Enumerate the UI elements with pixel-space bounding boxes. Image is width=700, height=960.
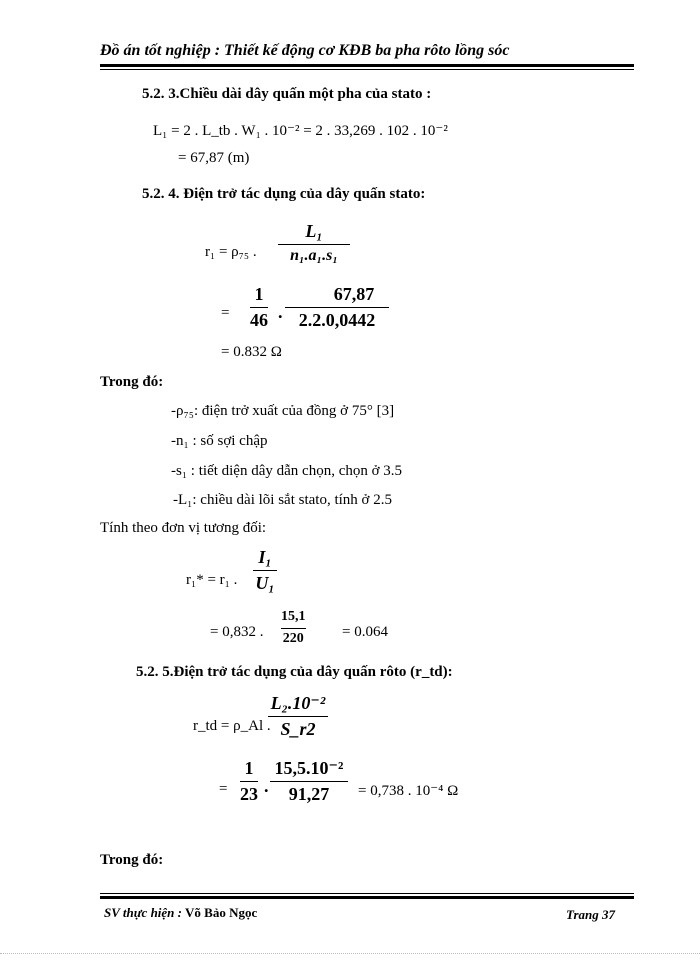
fraction-denominator: 91,27 bbox=[288, 783, 330, 804]
fraction-bar bbox=[250, 307, 268, 308]
relative-units-title: Tính theo đơn vị tương đối: bbox=[100, 520, 267, 536]
section-heading-5-2-4: 5.2. 4. Điện trở tác dụng của dây quấn stato: bbox=[142, 186, 426, 202]
fraction-denominator: 220 bbox=[282, 630, 304, 646]
fraction-bar bbox=[240, 781, 258, 782]
where-item: -L₁: chiều dài lõi sắt stato, tính ở 2.5 bbox=[173, 492, 392, 508]
rotor-resistance-result: = 0,738 . 10⁻⁴ Ω bbox=[358, 783, 459, 799]
fraction-numerator: L₁ bbox=[305, 221, 323, 241]
fraction-bar bbox=[285, 307, 389, 308]
author-label: SV thực hiện : bbox=[104, 905, 182, 920]
where-item: -ρ₇₅: điện trở xuất của đồng ở 75° [3] bbox=[171, 403, 395, 419]
header-rule-thin bbox=[100, 69, 634, 70]
fraction-bar bbox=[281, 628, 306, 629]
page-edge-divider bbox=[0, 953, 700, 954]
multiply-dot: . bbox=[264, 776, 269, 796]
fraction-length-over-section bbox=[278, 222, 350, 265]
equation-length: L₁ = 2 . L_tb . W₁ . 10⁻² = 2 . 33,269 . 102 . 10⁻² bbox=[153, 123, 448, 139]
footer-rule bbox=[100, 896, 634, 899]
fraction-numerator: 15,1 bbox=[281, 609, 306, 624]
equation-rotor-lhs: r_td = ρ_Al . bbox=[193, 718, 271, 734]
equation-relative-rhs: = 0,832 . bbox=[210, 624, 264, 640]
fraction-numerator: L₂.10⁻² bbox=[270, 693, 326, 713]
resistance-result: = 0.832 Ω bbox=[221, 344, 282, 360]
fraction-denominator: S_r2 bbox=[280, 718, 316, 739]
page-header-title: Đồ án tốt nghiệp : Thiết kế động cơ KĐB ba pha rôto lồng sóc bbox=[100, 42, 510, 59]
fraction-numerator: 1 bbox=[254, 284, 264, 304]
fraction-numerator: 15,5.10⁻² bbox=[274, 758, 344, 778]
page-number: Trang 37 bbox=[566, 907, 615, 922]
multiply-dot: . bbox=[278, 302, 283, 322]
section-heading-5-2-5: 5.2. 5.Điện trở tác dụng của dây quấn rôto (r_td): bbox=[136, 664, 453, 680]
where-item: -n₁ : số sợi chập bbox=[171, 433, 268, 449]
equation-resistance-lhs: r₁ = ρ₇₅ . bbox=[205, 244, 257, 260]
fraction-numerator: 67,87 bbox=[333, 284, 375, 304]
fraction-denominator: n₁.a₁.s₁ bbox=[290, 246, 338, 264]
where-title: Trong đó: bbox=[100, 374, 164, 390]
fraction-denominator: 46 bbox=[250, 309, 268, 330]
author-name: Võ Bảo Ngọc bbox=[185, 905, 258, 920]
equals-sign: = bbox=[219, 781, 228, 797]
header-rule bbox=[100, 64, 634, 67]
fraction-67-87 bbox=[285, 285, 389, 330]
footer-rule-thin bbox=[100, 893, 634, 894]
fraction-one-over-46 bbox=[250, 285, 268, 330]
equation-relative-lhs: r₁* = r₁ . bbox=[186, 572, 238, 588]
fraction-bar bbox=[270, 781, 348, 782]
fraction-15-1-over-220 bbox=[281, 610, 306, 646]
fraction-rotor-length-over-section bbox=[268, 694, 328, 739]
fraction-15-5-over-91-27 bbox=[270, 759, 348, 804]
fraction-bar bbox=[278, 244, 350, 245]
fraction-current-over-voltage bbox=[253, 548, 277, 593]
relative-result: = 0.064 bbox=[342, 624, 388, 640]
where-title: Trong đó: bbox=[100, 852, 164, 868]
fraction-numerator: I₁ bbox=[258, 547, 272, 567]
fraction-denominator: 2.2.0,0442 bbox=[298, 309, 376, 330]
fraction-denominator: 23 bbox=[240, 783, 258, 804]
fraction-denominator: U₁ bbox=[255, 572, 275, 593]
fraction-bar bbox=[253, 570, 277, 571]
fraction-one-over-23 bbox=[240, 759, 258, 804]
fraction-bar bbox=[268, 716, 328, 717]
equation-length-result: = 67,87 (m) bbox=[178, 150, 250, 166]
footer-author bbox=[104, 905, 257, 921]
equals-sign: = bbox=[221, 305, 230, 321]
section-heading-5-2-3: 5.2. 3.Chiều dài dây quấn một pha của stato : bbox=[142, 86, 432, 102]
where-item: -s₁ : tiết diện dây dẫn chọn, chọn ở 3.5 bbox=[171, 463, 403, 479]
fraction-numerator: 1 bbox=[244, 758, 254, 778]
